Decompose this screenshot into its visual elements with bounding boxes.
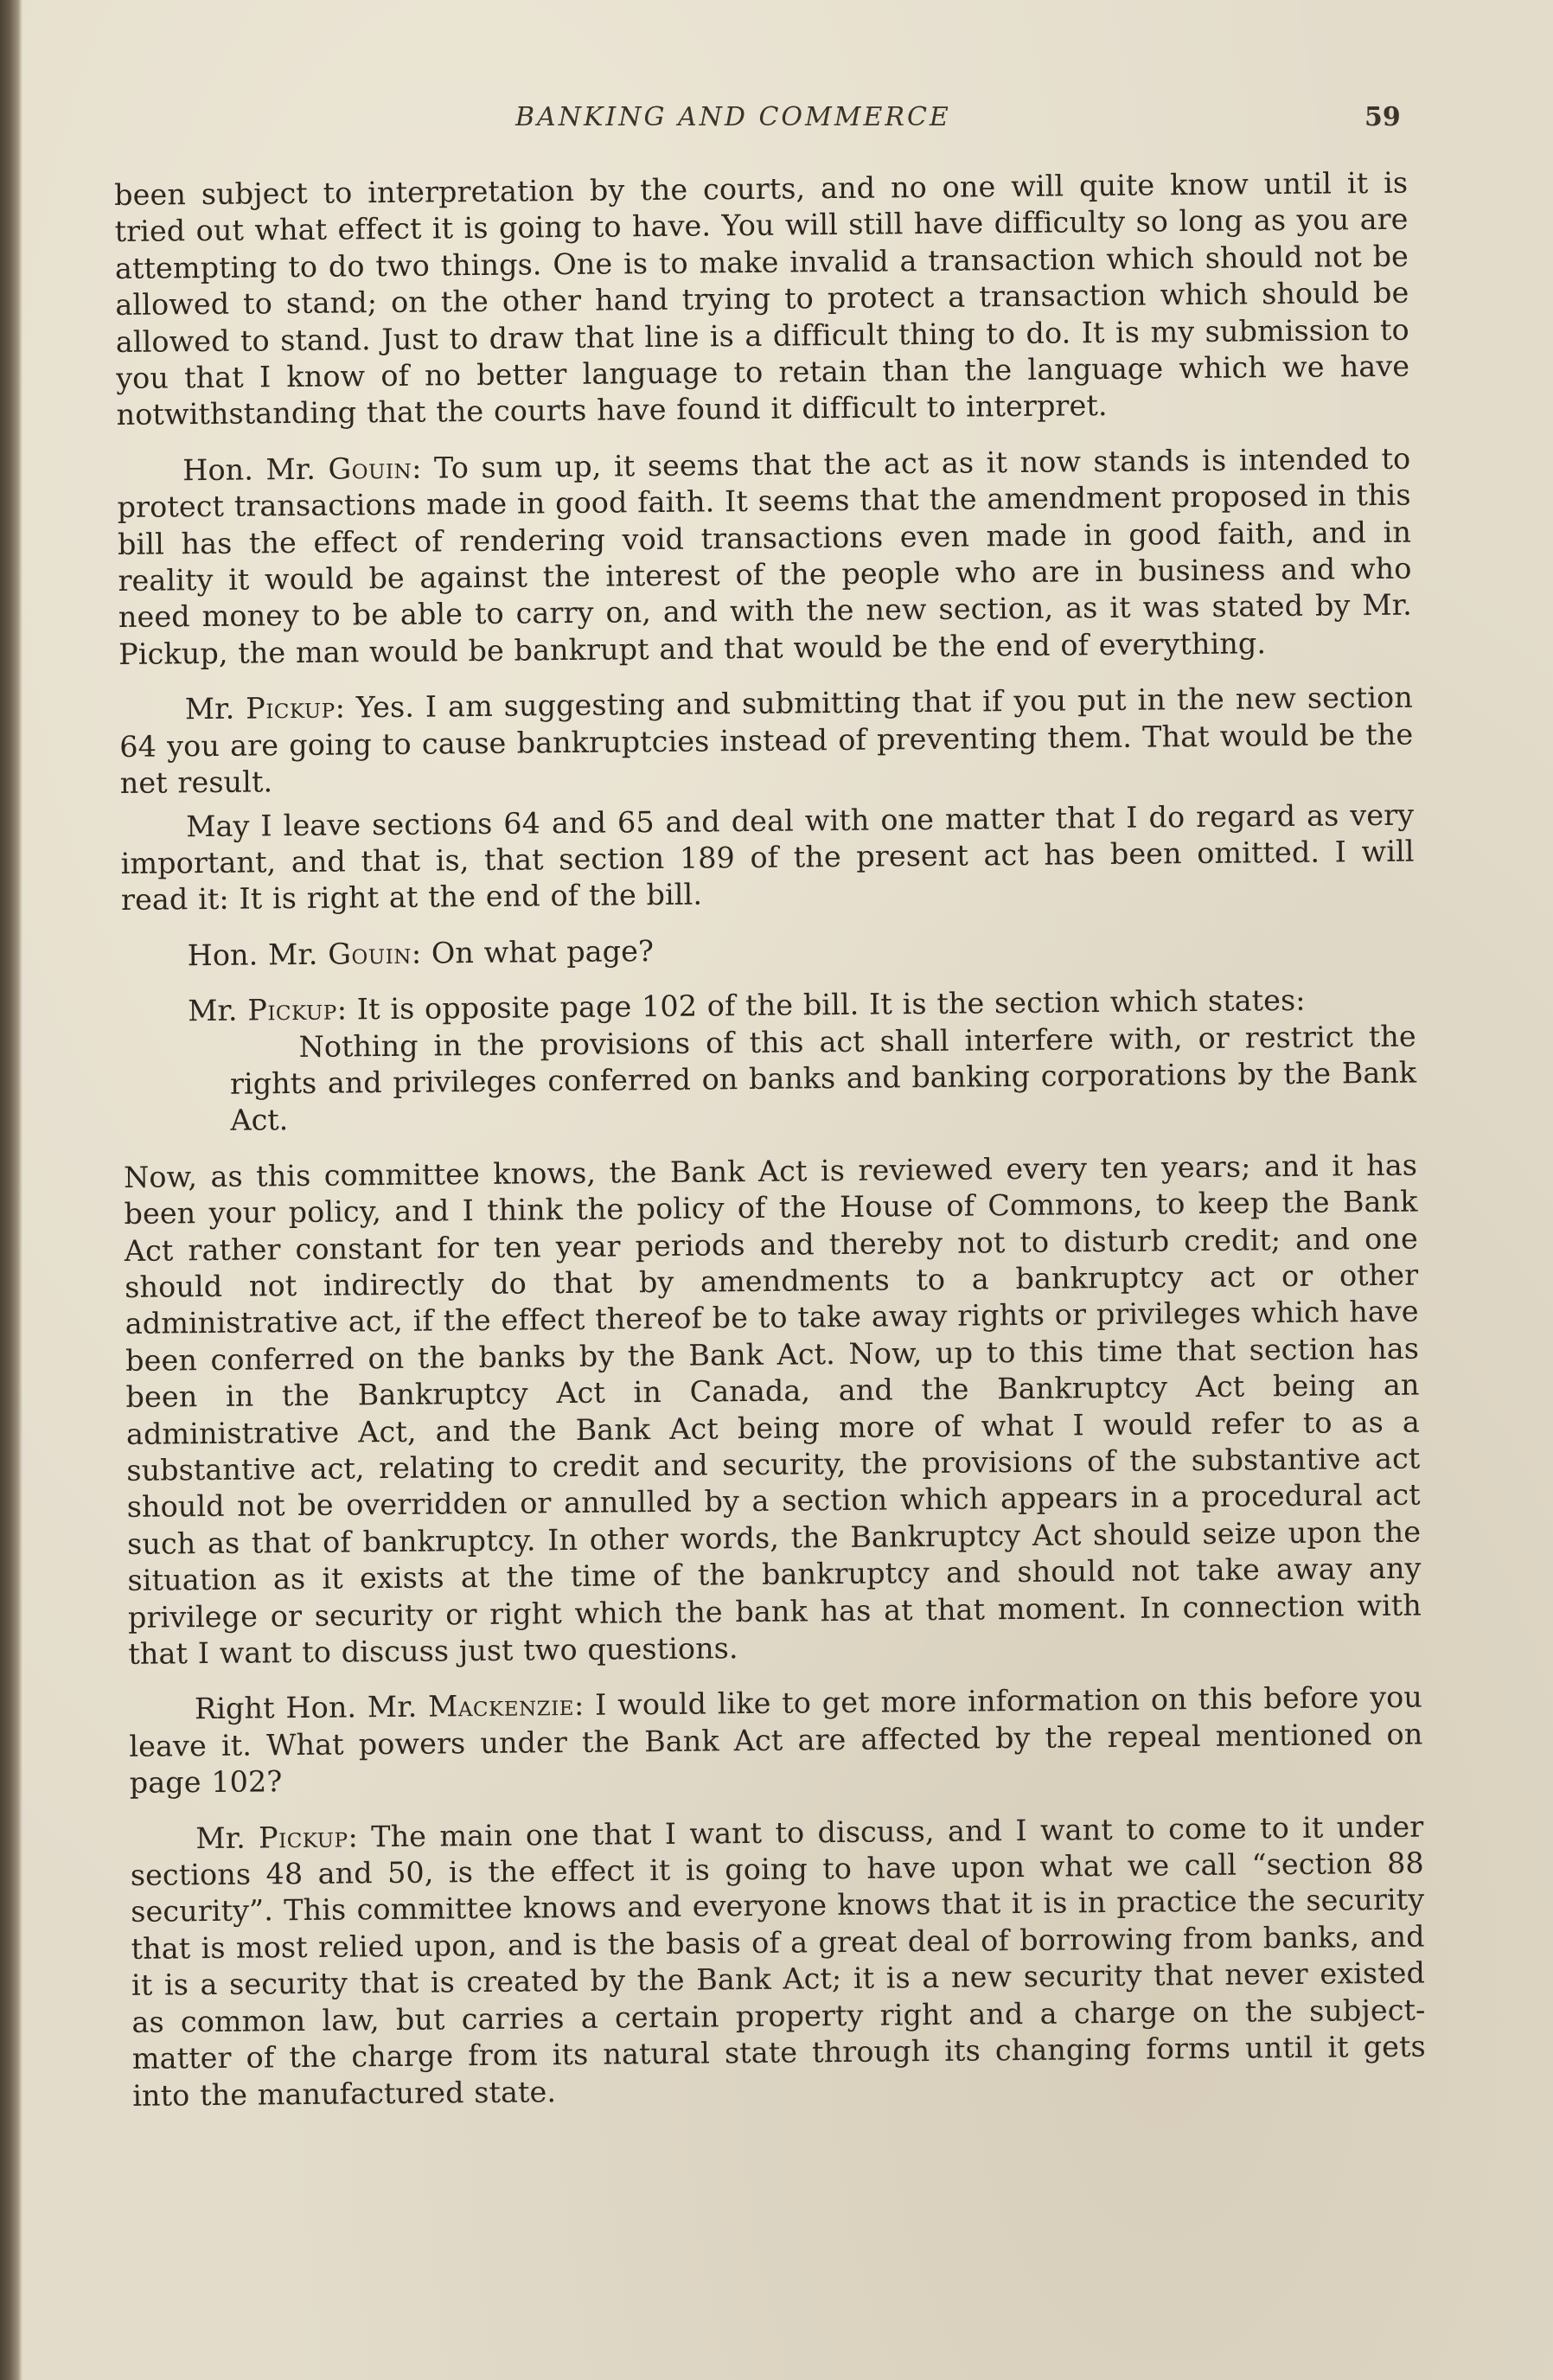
paragraph-leave-sections: May I leave sections 64 and 65 and deal with one matter that I do regard as very important, and that is, that section 189 of the present act has been omitted. I will read it: It is right at the end of the bill. xyxy=(120,797,1415,918)
speaker-name: Gouin xyxy=(328,936,412,971)
running-title: BANKING AND COMMERCE xyxy=(515,102,951,132)
page-body xyxy=(114,165,1426,2114)
paragraph-pickup-section-88: Mr. Pickup: The main one that I want to discuss, and I want to come to it under sections 48 and 50, is the effect it is going to have upon what we call “section 88 security”. This committee knows and everyone knows that it is in practice the security that is most relied upon, and is the basis of a great deal of borrowing from banks, and it is a security that is created by the Bank Act; it is a new security that never existed as common law, but carries a certain property right and a charge on the subject-matter of the charge from its natural state through its changing forms until it gets into the manufactured state. xyxy=(130,1809,1427,2113)
paragraph-bank-act-review: Now, as this committee knows, the Bank Act is reviewed every ten years; and it has been your policy, and I think the policy of the House of Commons, to keep the Bank Act rather constant for ten year periods and thereby not to disturb credit; and one should not indirectly do that by amendments to a bankruptcy act or other administrative act, if the effect thereof be to take away rights or privileges which have been conferred on the banks by the Bank Act. Now, up to this time that section has been in the Bankruptcy Act in Canada, and the Bankruptcy Act being an administrative Act, and the Bank Act being more of what I would refer to as a substantive act, relating to credit and security, the provisions of the substantive act should not be overridden or annulled by a section which appears in a procedural act such as that of bankruptcy. In other words, the Bankruptcy Act should seize upon the situation as it exists at the time of the bankruptcy and should not take away any privilege or security or right which the bank has at that moment. In connection with that I want to discuss just two questions. xyxy=(123,1148,1422,1671)
speaker-title: Hon. Mr. xyxy=(187,937,318,972)
page-number: 59 xyxy=(1364,102,1401,132)
speaker-name: Gouin xyxy=(328,451,412,486)
speaker-title: Mr. xyxy=(195,1820,246,1855)
speaker-title: Mr. xyxy=(184,691,235,726)
block-quote: Nothing in the provisions of this act shall interfere with, or restrict the rights and privileges conferred on banks and banking corporations by the Bank Act. xyxy=(229,1019,1417,1138)
speaker-title: Mr. xyxy=(188,993,238,1028)
speaker-title: Right Hon. Mr. xyxy=(194,1690,418,1726)
paragraph-continuation: been subject to interpretation by the courts, and no one will quite know until it is tried out what effect it is going to have. You will still have difficulty so long as you are attempting to do two things. One is to make invalid a transaction which should not be allowed to stand; on the other hand trying to protect a transaction which should be allowed to stand. Just to draw that line is a difficult thing to do. It is my submission to you that I know of no better language to retain than the language which we have notwithstanding that the courts have found it difficult to interpret. xyxy=(114,165,1410,432)
speaker-name: Pickup xyxy=(247,992,337,1027)
paragraph-pickup-opposite-page: Mr. Pickup: It is opposite page 102 of the bill. It is the section which states: xyxy=(188,982,1306,1028)
paragraph-gouin-sum-up: Hon. Mr. Gouin: To sum up, it seems that the act as it now stands is intended to protect transactions made in good faith. It seems that the amendment proposed in this bill has the effect of rendering void transactions even made in good faith, and in reality it would be against the interest of the people who are in business and who need money to be able to carry on, and with the new section, as it was stated by Mr. Pickup, the man would be bankrupt and that would be the end of everything. xyxy=(117,441,1413,671)
paragraph-mackenzie-question: Right Hon. Mr. Mackenzie: I would like to get more information on this before you leave it. What powers under the Bank Act are affected by the repeal mentioned on page 102? xyxy=(129,1679,1423,1801)
book-binding-edge xyxy=(0,0,22,2380)
speaker-name: Pickup xyxy=(258,1820,348,1855)
speaker-name: Pickup xyxy=(246,690,336,726)
speaker-name: Mackenzie xyxy=(427,1688,575,1724)
paragraph-pickup-yes: Mr. Pickup: Yes. I am suggesting and submitting that if you put in the new section 64 you are going to cause bankruptcies instead of preventing them. That would be the net result. xyxy=(119,680,1414,801)
paragraph-gouin-what-page: Hon. Mr. Gouin: On what page? xyxy=(187,933,655,972)
speaker-title: Hon. Mr. xyxy=(182,451,316,488)
